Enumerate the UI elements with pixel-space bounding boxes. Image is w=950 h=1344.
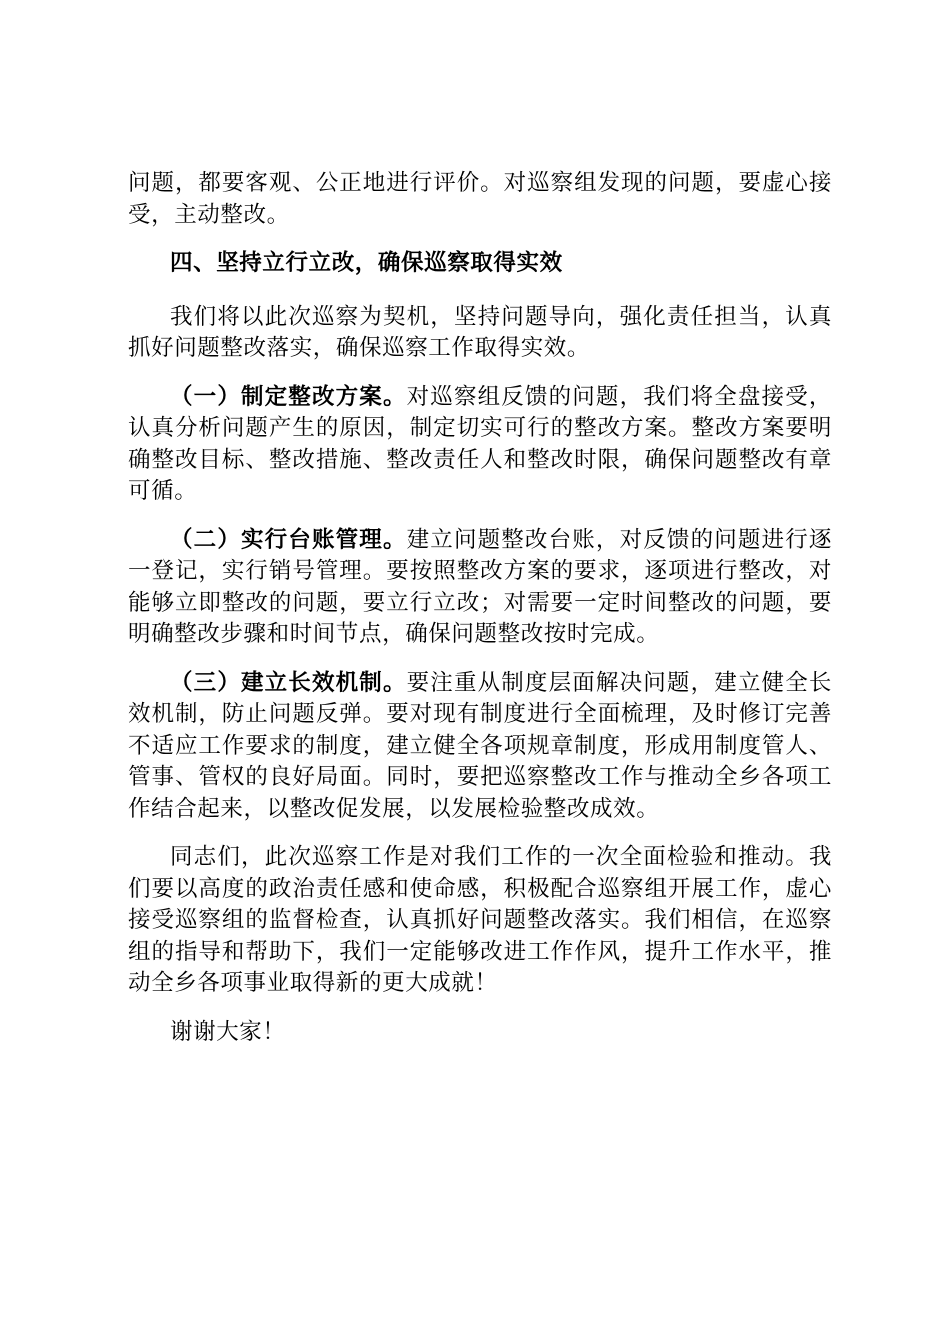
- list-item: [128, 382, 832, 508]
- item-lead: （三）建立长效机制。: [170, 669, 407, 696]
- item-body: 要注重从制度层面解决问题，建立健全长效机制，防止问题反弹。要对现有制度进行全面梳理，及时修订完善不适应工作要求的制度，建立健全各项规章制度，形成用制度管人、管事、管权的良好局面。同时，要把巡察整改工作与推动全乡各项工作结合起来，以整改促发展，以发展检验整改成效。: [128, 669, 832, 822]
- thanks-line: 谢谢大家！: [170, 1018, 286, 1045]
- item-body: 建立问题整改台账，对反馈的问题进行逐一登记，实行销号管理。要按照整改方案的要求，逐项进行整改，对能够立即整改的问题，要立行立改；对需要一定时间整改的问题，要明确整改步骤和时间节点，确保问题整改按时完成。: [128, 526, 832, 647]
- continuation-paragraph: 问题，都要客观、公正地进行评价。对巡察组发现的问题，要虚心接受，主动整改。: [128, 170, 832, 228]
- list-item: [128, 525, 832, 651]
- item-body: 对巡察组反馈的问题，我们将全盘接受，认真分析问题产生的原因，制定切实可行的整改方案。整改方案要明确整改目标、整改措施、整改责任人和整改时限，确保问题整改有章可循。: [128, 383, 832, 504]
- intro-paragraph: 我们将以此次巡察为契机，坚持问题导向，强化责任担当，认真抓好问题整改落实，确保巡察工作取得实效。: [128, 303, 832, 361]
- item-lead: （一）制定整改方案。: [170, 383, 407, 410]
- list-item: [128, 668, 832, 826]
- item-lead: （二）实行台账管理。: [170, 526, 407, 553]
- section-heading: 四、坚持立行立改，确保巡察取得实效: [170, 250, 563, 276]
- document-body: [128, 168, 832, 1065]
- closing-paragraph: 同志们，此次巡察工作是对我们工作的一次全面检验和推动。我们要以高度的政治责任感和使命感，积极配合巡察组开展工作，虚心接受巡察组的监督检查，认真抓好问题整改落实。我们相信，在巡察组的指导和帮助下，我们一定能够改进工作作风，提升工作水平，推动全乡各项事业取得新的更大成就！: [128, 844, 832, 996]
